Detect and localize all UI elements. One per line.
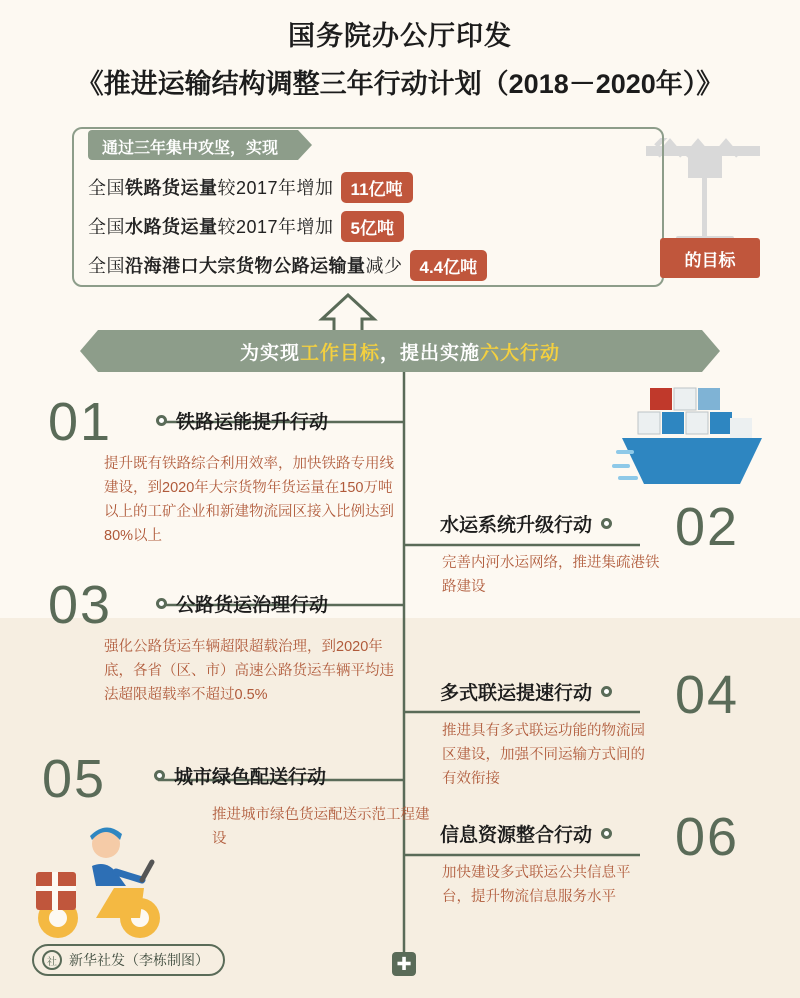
plus-node-icon: ✚	[392, 952, 416, 976]
goal-panel-tag: 通过三年集中攻坚，实现	[88, 130, 298, 160]
action-header	[440, 820, 612, 847]
action-title: 城市绿色配送行动	[174, 767, 327, 788]
action-number: 03	[48, 575, 113, 635]
action-header	[440, 678, 612, 705]
action-title: 多式联运提速行动	[440, 683, 593, 704]
action-body: 完善内河水运网络，推进集疏港铁路建设	[442, 555, 660, 595]
action-body: 强化公路货运车辆超限超载治理，到2020年底，各省（区、市）高速公路货运车辆平均违法超限超载率不超过0.5%	[104, 639, 394, 703]
credit-badge	[32, 944, 225, 976]
node-dot-icon	[156, 415, 167, 426]
goal-row	[88, 250, 658, 280]
target-container-label: 的目标	[660, 238, 760, 278]
banner-part2: ，提出实施	[380, 342, 481, 364]
action-header	[440, 510, 612, 537]
action-number: 04	[675, 665, 740, 725]
goal-rows	[88, 172, 658, 289]
node-dot-icon	[601, 518, 612, 529]
six-actions-banner	[98, 330, 702, 372]
action-title: 水运系统升级行动	[440, 515, 593, 536]
action-title: 信息资源整合行动	[440, 825, 593, 846]
credit-text: 新华社发（李栋制图）	[69, 952, 209, 968]
action-body: 推进具有多式联运功能的物流园区建设，加强不同运输方式间的有效衔接	[442, 723, 645, 787]
node-dot-icon	[601, 828, 612, 839]
banner-highlight1: 工作目标	[299, 342, 380, 364]
delivery-scooter-icon	[18, 810, 178, 950]
node-dot-icon	[154, 770, 165, 781]
page-title	[0, 14, 800, 101]
goal-row-text: 全国沿海港口大宗货物公路运输量减少	[88, 256, 403, 276]
xinhua-logo-icon: 社	[42, 950, 62, 970]
banner-part1: 为实现	[239, 342, 300, 364]
action-number: 06	[675, 807, 740, 867]
cargo-ship-icon	[612, 378, 782, 508]
goal-row-text: 全国水路货运量较2017年增加	[88, 217, 334, 237]
title-line-2: 《推进运输结构调整三年行动计划（2018－2020年）》	[76, 69, 724, 99]
goal-row-badge: 11亿吨	[341, 172, 413, 203]
goal-row	[88, 172, 658, 202]
action-body: 推进城市绿色货运配送示范工程建设	[212, 807, 430, 847]
action-number: 02	[675, 497, 740, 557]
action-header	[156, 590, 328, 617]
action-title: 公路货运治理行动	[176, 595, 329, 616]
node-dot-icon	[601, 686, 612, 697]
action-body: 提升既有铁路综合利用效率，加快铁路专用线建设，到2020年大宗货物年货运量在150万吨以上的工矿企业和新建物流园区接入比例达到80%以上	[104, 456, 394, 544]
action-number: 05	[42, 749, 107, 809]
title-line-1: 国务院办公厅印发	[288, 21, 512, 51]
action-title: 铁路运能提升行动	[176, 412, 329, 433]
goal-row-badge: 4.4亿吨	[410, 250, 488, 281]
action-header	[156, 407, 328, 434]
action-number: 01	[48, 392, 113, 452]
goal-row-text: 全国铁路货运量较2017年增加	[88, 178, 334, 198]
goal-row-badge: 5亿吨	[341, 211, 404, 242]
banner-highlight2: 六大行动	[480, 342, 561, 364]
action-header	[154, 762, 326, 789]
node-dot-icon	[156, 598, 167, 609]
action-body: 加快建设多式联运公共信息平台，提升物流信息服务水平	[442, 865, 631, 905]
goal-row	[88, 211, 658, 241]
